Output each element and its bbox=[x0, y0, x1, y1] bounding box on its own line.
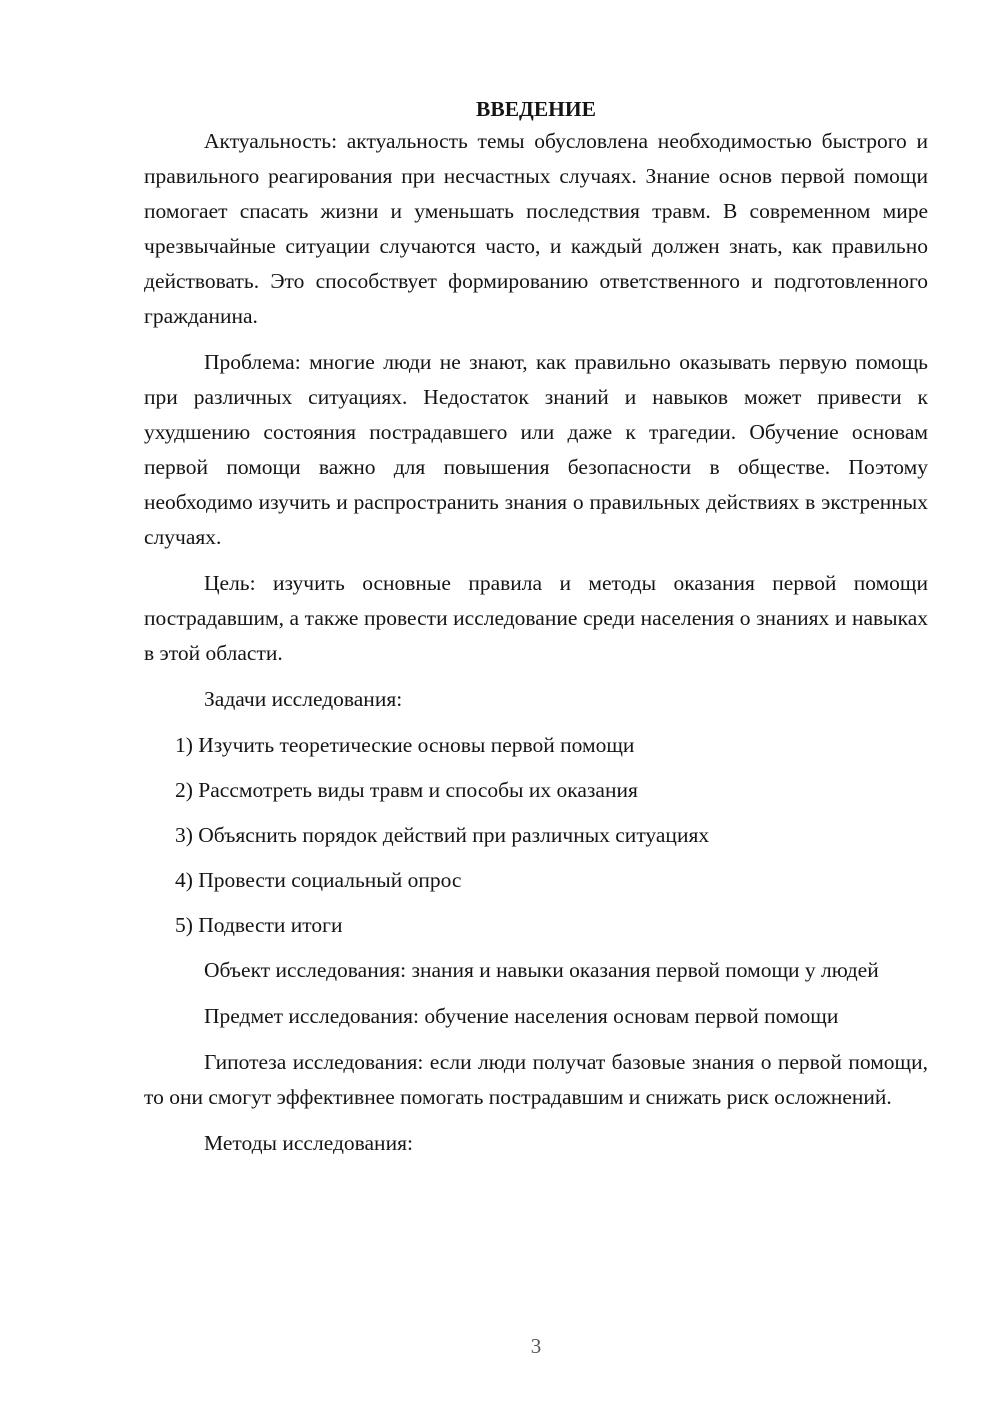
hypothesis-paragraph: Гипотеза исследования: если люди получат базовые знания о первой помощи, то они смогут эффективнее помогать пострадавшим и снижать риск осложнений. bbox=[144, 1050, 928, 1109]
tasks-heading: Задачи исследования: bbox=[204, 687, 403, 711]
task-item-4: 4) Провести социальный опрос bbox=[175, 868, 462, 892]
page-number: 3 bbox=[530, 1334, 542, 1358]
subject-paragraph: Предмет исследования: обучение населения основам первой помощи bbox=[204, 1004, 839, 1028]
methods-heading: Методы исследования: bbox=[204, 1131, 413, 1155]
task-item-2: 2) Рассмотреть виды травм и способы их оказания bbox=[175, 778, 638, 802]
relevance-paragraph: Актуальность: актуальность темы обусловлена необходимостью быстрого и правильного реагирования при несчастных случаях. Знание основ первой помощи помогает спасать жизни и уменьшать последствия травм. В современном мире чрезвычайные ситуации случаются часто, и каждый должен знать, как правильно действовать. Это способствует формированию ответственного и подготовленного гражданина. bbox=[144, 129, 928, 328]
goal-paragraph: Цель: изучить основные правила и методы оказания первой помощи пострадавшим, а также провести исследование среди населения о знаниях и навыках в этой области. bbox=[144, 571, 928, 665]
document-page bbox=[144, 92, 928, 1172]
problem-paragraph: Проблема: многие люди не знают, как правильно оказывать первую помощь при различных ситуациях. Недостаток знаний и навыков может привести к ухудшению состояния пострадавшего или даже к трагедии. Обучение основам первой помощи важно для повышения безопасности в обществе. Поэтому необходимо изучить и распространить знания о правильных действиях в экстренных случаях. bbox=[144, 350, 928, 549]
object-paragraph: Объект исследования: знания и навыки оказания первой помощи у людей bbox=[204, 958, 879, 982]
task-item-1: 1) Изучить теоретические основы первой помощи bbox=[175, 733, 635, 757]
task-item-3: 3) Объяснить порядок действий при различных ситуациях bbox=[175, 823, 710, 847]
page-title: ВВЕДЕНИЕ bbox=[476, 97, 596, 121]
task-item-5: 5) Подвести итоги bbox=[175, 913, 343, 937]
